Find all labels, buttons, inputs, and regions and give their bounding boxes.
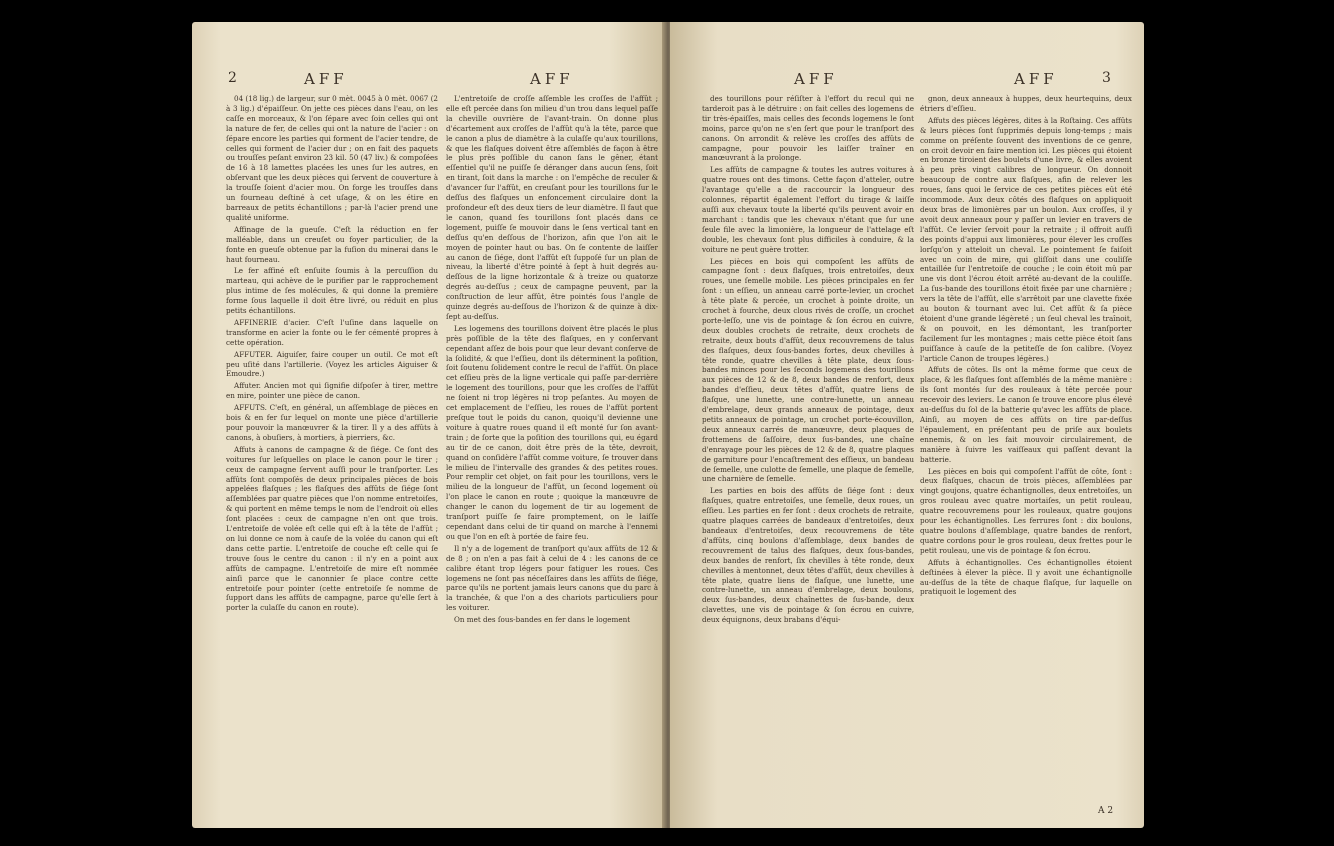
paragraph: Le fer affiné eſt enſuite ſoumis à la percuſſion du marteau, qui achève de le purifier par le rapprochement plus intime de ſes molécules, & qui donne la première forme ſous laquelle il doit être livré, ou réduit en plus petits échantillons.	[226, 266, 438, 316]
paragraph: Affuts à canons de campagne & de ſiége. Ce ſont des voitures ſur leſquelles on place le canon pour le tirer ; ceux de campagne ſervent auſſi pour le tranſporter. Les affûts ſont compoſés de deux principales pièces de bois appelées flaſques ; les flaſques des affûts de ſiége ſont aſſemblées par quatre pièces que l'on nomme entretoiſes, & qui portent en même temps le nom de l'endroit où elles ſont placées : ceux de campagne n'en ont que trois. L'entretoiſe de volée eſt celle qui eſt à la tête de l'affût ; on lui donne ce nom à cauſe de la volée du canon qui eſt dans cette partie. L'entretoiſe de couche eſt celle qui ſe trouve ſous le centre du canon : il n'y en a point aux affûts de campagne. L'entretoiſe de mire eſt nommée ainſi parce que le canonnier ſe place contre cette entretoiſe pour pointer (cette entretoiſe ſe nomme de ſupport dans les affûts de campagne, parce qu'elle ſert à porter la culaſſe du canon en route).	[226, 444, 438, 613]
text-column	[702, 94, 914, 625]
paragraph: AFFUTER. Aiguiſer, faire couper un outil. Ce mot eſt peu uſité dans l'artillerie. (Voyez les articles Aiguiser & Emoudre.)	[226, 349, 438, 379]
paragraph: Affuts de côtes. Ils ont la même forme que ceux de place, & les flaſques ſont aſſemblés de la même manière : ils ſont montés ſur des rouleaux à tête percée pour recevoir des leviers. Le canon ſe trouve encore plus élevé au-deſſus du ſol de la batterie qu'avec les affûts de place. Ainſi, au moyen de ces affûts on tire par-deſſus l'épaulement, en préſentant peu de priſe aux boulets ennemis, & on les fait mouvoir circulairement, de manière à ſuivre les vaiſſeaux qui paſſent devant la batterie.	[920, 365, 1132, 464]
paragraph: Les pièces en bois qui compoſent l'affût de côte, ſont : deux flaſques, chacun de trois pièces, aſſemblées par vingt goujons, quatre échantignolles, deux entretoiſes, un gros rouleau avec quatre mortaiſes, un petit rouleau, quatre recouvremens pour les rouleaux, quatre goujons pour les échantignolles. Les ferrures ſont : dix boulons, quatre boulons d'aſſemblage, quatre bandes de renfort, quatre cordons pour le gros rouleau, deux frettes pour le petit rouleau, une vis de pointage & ſon écrou.	[920, 466, 1132, 555]
page-number: 2	[228, 70, 237, 86]
left-page	[192, 22, 666, 828]
text-column	[920, 94, 1132, 597]
paragraph: Les parties en bois des affûts de ſiége ſont : deux flaſques, quatre entretoiſes, une ſemelle, deux roues, un eſſieu. Les parties en fer ſont : deux crochets de retraite, quatre plaques carrées de bandeaux d'entretoiſes, deux bandeaux d'entretoiſes, deux recouvremens de tête d'affûts, cinq boulons d'aſſemblage, deux bandes de recouvrement de talus des flaſques, deux ſous-bandes, deux bandes de renfort, ſix chevilles à tête ronde, deux chevilles à mentonnet, deux têtes d'affût, deux chevilles à tête plate, quatre liens de flaſque, une lunette, une contre-lunette, un anneau d'embrelage, deux boulons, deux ſus-bandes, deux chaînettes de ſus-bande, deux clavettes, une vis de pointage & ſon écrou en cuivre, deux équignons, deux brabans d'équi-	[702, 486, 914, 625]
text-column	[226, 94, 438, 613]
paragraph: AFFINERIE d'acier. C'eſt l'uſine dans laquelle on transforme en acier la fonte ou le fer cémenté propres à cette opération.	[226, 317, 438, 347]
paragraph: Les affûts de campagne & toutes les autres voitures à quatre roues ont des timons. Cette façon d'atteler, outre l'avantage qu'elle a de raccourcir la longueur des colonnes, répartit également l'effort du tirage & laiſſe auſſi aux chevaux toute la liberté qu'ils peuvent avoir en marchant : tandis que les chevaux n'étant que ſur une ſeule file avec la limonière, la longueur de l'attelage eſt double, les chevaux ſont plus difficiles à conduire, & la voiture ne peut guère trotter.	[702, 165, 914, 254]
paragraph: AFFUTS. C'eſt, en général, un aſſemblage de pièces en bois & en fer ſur lequel on monte une pièce d'artillerie pour pouvoir la manœuvrer & la tirer. Il y a des affûts à canons, à obuſiers, à mortiers, à pierriers, &c.	[226, 403, 438, 442]
left-page-header	[192, 70, 666, 92]
right-page	[670, 22, 1144, 828]
paragraph: des tourillons pour réſiſter à l'effort du recul qui ne tarderoit pas à le détruire : on fait celles des logemens de tir très-épaiſſes, mais celles des ſeconds logemens le ſont moins, parce qu'on ne s'en ſert que pour le tranſport des canons. On arrondit & relève les croſſes des affûts de campagne, pour pouvoir les laiſſer traîner en manœuvrant à la prolonge.	[702, 94, 914, 163]
running-head: AFF	[794, 70, 838, 88]
paragraph: Affinage de la gueuſe. C'eſt la réduction en fer malléable, dans un creuſet ou foyer particulier, de la fonte en gueuſe obtenue par la fuſion du minerai dans le haut fourneau.	[226, 224, 438, 264]
paragraph: On met des ſous-bandes en fer dans le logement	[454, 615, 631, 625]
open-book	[192, 22, 1144, 828]
paragraph: Affuter. Ancien mot qui ſignifie diſpoſer à tirer, mettre en mire, pointer une pièce de canon.	[226, 381, 438, 401]
paragraph: Affuts à échantignolles. Ces échantignolles étoient deſtinées à élever la pièce. Il y avoit une échantignolle au-deſſus de la tête de chaque flaſque, ſur laquelle on pratiquoit le logement des	[920, 557, 1132, 597]
right-page-header	[670, 70, 1144, 92]
paragraph: L'entretoiſe de croſſe aſſemble les croſſes de l'affût ; elle eſt percée dans ſon milieu d'un trou dans lequel paſſe la cheville ouvrière de l'avant-train. On donne plus d'écartement aux croſſes de l'affût qu'à la tête, parce que le canon a plus de diamètre à la culaſſe qu'aux tourillons, & que les flaſques doivent être aſſemblés de façon à être le plus près poſſible du canon ſans le gêner, étant eſſentiel qu'il ne puiſſe ſe déranger dans aucun ſens, ſoit en tirant, ſoit dans la marche : on l'empêche de reculer & d'avancer ſur l'affût, en creuſant pour les tourillons ſur le deſſus des flaſques un enfoncement circulaire dont la profondeur eſt des deux tiers de leur diamètre. Il faut que le canon, quand ſes tourillons ſont placés dans ce logement, puiſſe ſe mouvoir dans le ſens vertical tant en deſſus qu'en deſſous de l'horizon, afin que l'on ait le moyen de pointer haut ou bas. On ſe contente de laiſſer au canon de ſiége, dont l'affût eſt ſuppoſé ſur un plan de niveau, la liberté d'être pointé à ſept à huit degrés au-deſſous de la ligne horizontale & à treize ou quatorze degrés au-deſſus ; ceux de campagne peuvent, par la conſtruction de leur affût, être pointés ſous l'angle de quinze degrés au-deſſous de l'horizon & de quinze à dix-ſept au-deſſus.	[446, 94, 658, 321]
signature-mark: A 2	[1098, 806, 1114, 816]
paragraph: gnon, deux anneaux à huppes, deux heurtequins, deux étriers d'eſſieu.	[920, 94, 1132, 113]
running-head: AFF	[1014, 70, 1058, 88]
running-head: AFF	[304, 70, 348, 88]
paragraph: Les pièces en bois qui compoſent les affûts de campagne ſont : deux flaſques, trois entretoiſes, deux roues, une ſemelle mobile. Les pièces principales en fer ſont : un eſſieu, un anneau carré porte-levier, un crochet à tête plate & percée, un crochet à pointe droite, un crochet à fourche, deux clous rivés de croſſe, un crochet porte-leſſo, une vis de pointage & ſon écrou en cuivre, deux doubles crochets de retraite, deux crochets de retraite, deux bouts d'affût, deux recouvremens de talus des flaſques, deux ſous-bandes fortes, deux chevilles à tête ronde, quatre chevilles à tête plate, deux ſous-bandes minces pour les ſeconds logemens des tourillons aux pièces de 12 & de 8, deux bandes de renfort, deux bandes d'eſſieu, deux têtes d'affût, quatre liens de flaſque, une lunette, une contre-lunette, un anneau d'embrelage, deux grands anneaux de pointage, deux petits anneaux de pointage, un crochet porte-écouvillon, deux anneaux carrés de manœuvre, deux plaques de frottemens de ſaſſoire, deux ſus-bandes, une chaîne d'enrayage pour les pièces de 12 & de 8, quatre plaques de garniture pour l'encaſtrement des eſſieux, un bandeau de ſemelle, une culotte de ſemelle, une plaque de ſemelle, une charnière de ſemelle.	[702, 256, 914, 484]
paragraph: 04 (18 lig.) de largeur, sur 0 mèt. 0045 à 0 mèt. 0067 (2 à 3 lig.) d'épaiſſeur. On jette ces pièces dans l'eau, on les caſſe en morceaux, & l'on ſépare avec ſoin celles qui ont la nature de fer, de celles qui ont la nature de l'acier : on ſépare encore les parties qui forment de l'acier tendre, de celles qui forment de l'acier dur ; on en fait des paquets ou trouſſes peſant environ 23 kil. 50 (47 liv.) & compoſées de 16 à 18 lamettes placées les unes ſur les autres, en obſervant que les deux pièces qui ſervent de couverture à la trouſſe ſoient d'acier mou. On forge les trouſſes dans un fourneau deſtiné à cet uſage, & on les étire en barreaux de petits échantillons ; par-là l'acier prend une qualité uniforme.	[226, 94, 439, 222]
paragraph: Affuts des pièces légères, dites à la Roſtaing. Ces affûts & leurs pièces ſont ſupprimés depuis long-temps ; mais comme on préſente ſouvent des inventions de ce genre, on croit devoir en faire mention ici. Les pièces qui étoient en bronze tiroient des boulets d'une livre, & elles avoient à peu près vingt calibres de longueur. On donnoit beaucoup de contre aux flaſques, afin de relever les roues, ſans quoi le ſervice de ces petites pièces eût été incommode. Aux deux côtés des flaſques on appliquoit deux bras de limonières par un boulon. Aux croſſes, il y avoit deux anneaux pour y paſſer un levier en travers de l'affût. Ce levier ſervoit pour la retraite ; il offroit auſſi des points d'appui aux limonières, pour élever les croſſes lorſqu'on y atteloit un cheval. Le pointement ſe faiſoit avec un coin de mire, qui gliſſoit dans une couliſſe entaillée ſur l'entretoiſe de couche ; le coin étoit mû par une vis dont l'écrou étoit arrêté au-devant de la couliſſe. La ſus-bande des tourillons étoit fixée par une charnière ; vers la tête de l'affût, elle s'arrêtoit par une clavette fixée au bouton & tournant avec lui. Cet affût & ſa pièce étoient d'une grande légèreté ; un ſeul cheval les traînoit, & on pouvoit, en les démontant, les tranſporter facilement ſur les montagnes ; mais cette pièce étoit ſans puiſſance à cauſe de la petiteſſe de ſon calibre. (Voyez l'article Canon de troupes légères.)	[920, 115, 1132, 363]
running-head: AFF	[530, 70, 574, 88]
paragraph: Il n'y a de logement de tranſport qu'aux affûts de 12 & de 8 ; on n'en a pas fait à celui de 4 : les canons de ce calibre étant trop légers pour fatiguer les roues. Ces logemens ne ſont pas néceſſaires dans les affûts de ſiége, parce qu'ils ne portent jamais leurs canons que du parc à la tranchée, & que l'on a des chariots particuliers pour les voiturer.	[446, 543, 658, 613]
paragraph: Les logemens des tourillons doivent être placés le plus près poſſible de la tête des flaſques, en y conſervant cependant aſſez de bois pour que leur devant conſerve de la ſolidité, & que l'eſſieu, dont ils déterminent la poſition, ſoit ſoutenu ſolidement contre le recul de l'affût. On place cet eſſieu près de la ligne verticale qui paſſe par-derrière le logement des tourillons, pour que les croſſes de l'affût ne ſoient ni trop légères ni trop peſantes. Au moyen de cet emplacement de l'eſſieu, les roues de l'affût portent preſque tout le poids du canon, quoiqu'il devienne une voiture à quatre roues quand il eſt monté ſur ſon avant-train ; de ſorte que la poſition des tourillons qui, eu égard au tir de ce canon, doit être près de la tête, devroit, quand on conſidère l'affût comme voiture, ſe trouver dans le milieu de l'intervalle des grandes & des petites roues. Pour remplir cet objet, on fait pour les tourillons, vers le milieu de la longueur de l'affût, un ſecond logement où l'on place le canon en route ; quoique la manœuvre de changer le canon du logement de tir au logement de tranſport puiſſe ſe faire promptement, on le laiſſe cependant dans celui de tir quand on marche à l'ennemi ou que l'on en eſt à portée de faire feu.	[446, 323, 658, 541]
text-column	[446, 94, 658, 625]
page-number: 3	[1102, 70, 1111, 86]
